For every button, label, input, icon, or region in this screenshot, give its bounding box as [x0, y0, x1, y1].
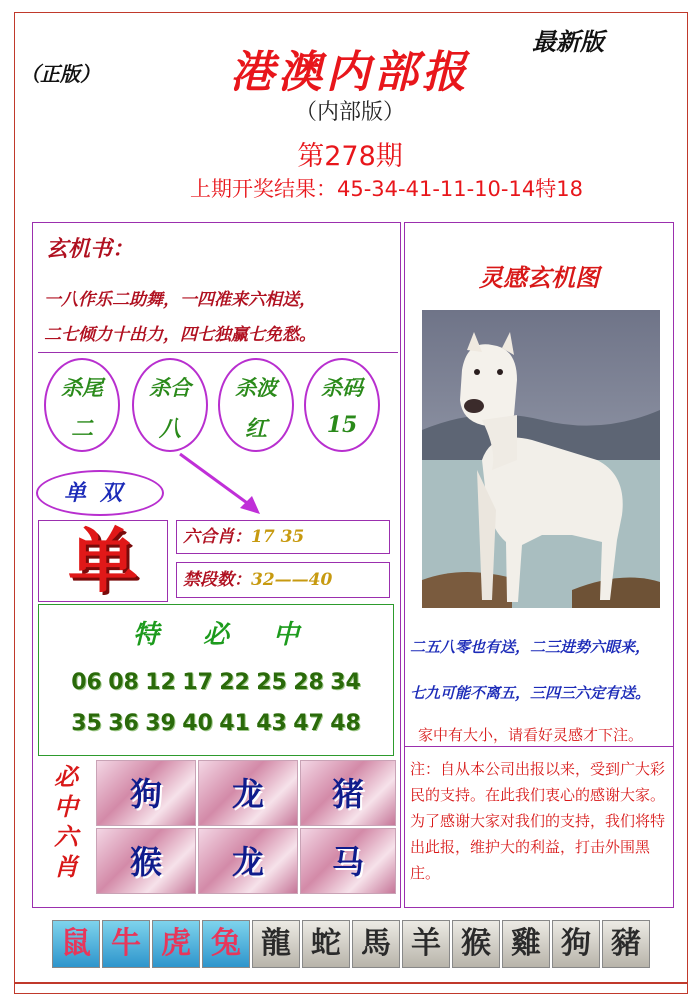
xuanji-line-2: 二七倾力十出力，四七独赢七免愁。 [44, 325, 316, 345]
last-result: 上期开奖结果：45-34-41-11-10-14特18 [190, 177, 583, 201]
te-number: 12 [145, 670, 176, 695]
oval-label: 杀合 [149, 375, 191, 400]
dog-image-icon [422, 310, 660, 608]
notice-text: 注：自从本公司出报以来，受到广大彩民的支持。在此我们衷心的感谢大家。为了感谢大家对我们的支持，我们将特出此报，维护大的利益，打击外围黑庄。 [410, 760, 666, 882]
te-number: 39 [145, 711, 176, 736]
liuhe-value: 17 35 [251, 527, 305, 547]
oval-value: 15 [326, 412, 358, 438]
oval-sha-he [132, 358, 208, 452]
zodiac-tile [300, 828, 396, 894]
page-title: 港澳内部报 [230, 47, 470, 98]
duanshu-box [176, 562, 390, 598]
big-char: 单 [68, 519, 138, 602]
linggan-title: 灵感玄机图 [479, 263, 599, 292]
zodiac-tile [300, 760, 396, 826]
te-number: 34 [330, 670, 361, 695]
te-number: 06 [71, 670, 102, 695]
zodiac-cell: 兔 [202, 920, 250, 968]
oval-label: 杀码 [321, 375, 363, 400]
zodiac-cell: 馬 [352, 920, 400, 968]
zodiac-cell: 鼠 [52, 920, 100, 968]
right-line-1: 二五八零也有送，二三进势六眼来， [410, 638, 651, 656]
zodiac-tile [96, 828, 196, 894]
oval-sha-bo [218, 358, 294, 452]
te-number: 35 [71, 711, 102, 736]
issue-number: 第278期 [297, 141, 403, 172]
liuhe-label: 六合肖： [183, 527, 251, 547]
tile-text: 马 [331, 843, 364, 881]
duanshu-value: 32——40 [251, 570, 333, 590]
xuanji-title: 玄机书： [46, 236, 135, 262]
te-row-2 [38, 711, 394, 736]
danshuang-oval: 单双 [36, 470, 164, 516]
zodiac-cell: 猴 [452, 920, 500, 968]
zodiac-cell: 蛇 [302, 920, 350, 968]
oval-sha-ma [304, 358, 380, 452]
te-title: 特必中 [132, 620, 343, 650]
te-number: 47 [293, 711, 324, 736]
oval-label: 杀波 [235, 375, 277, 400]
te-number: 22 [219, 670, 250, 695]
te-number: 36 [108, 711, 139, 736]
oval-value: 红 [244, 416, 267, 442]
te-number: 48 [330, 711, 361, 736]
oval-value: 八 [158, 416, 181, 442]
bottom-line [14, 982, 688, 984]
zodiac-cell: 豬 [602, 920, 650, 968]
page-subtitle: （内部版） [294, 100, 405, 125]
right-line-2: 七九可能不离五，三四三六定有送。 [410, 684, 651, 702]
dog-photo [422, 310, 660, 608]
te-number: 40 [182, 711, 213, 736]
divider [404, 746, 674, 747]
duanshu-label: 禁段数： [183, 570, 251, 590]
xuanji-line-1: 一八作乐二助舞，一四准来六相送， [44, 290, 316, 310]
oval-sha-wei [44, 358, 120, 452]
zodiac-bar [52, 920, 652, 968]
latest-label: 最新版 [532, 28, 604, 56]
tile-text: 狗 [129, 775, 162, 813]
oval-value: 二 [70, 416, 93, 442]
te-number: 43 [256, 711, 287, 736]
tile-text: 猴 [129, 843, 162, 881]
zodiac-cell: 狗 [552, 920, 600, 968]
te-number: 28 [293, 670, 324, 695]
arrow-icon [176, 450, 266, 520]
zodiac-cell: 雞 [502, 920, 550, 968]
te-number: 41 [219, 711, 250, 736]
zodiac-cell: 羊 [402, 920, 450, 968]
tile-text: 龙 [231, 775, 264, 813]
zodiac-cell: 龍 [252, 920, 300, 968]
big-char-box [38, 520, 168, 602]
oval-label: 杀尾 [61, 375, 103, 400]
right-note: 家中有大小，请看好灵感才下注。 [418, 726, 644, 744]
divider [38, 352, 398, 353]
zodiac-cell: 牛 [102, 920, 150, 968]
te-number: 08 [108, 670, 139, 695]
te-row-1 [38, 670, 394, 695]
tile-text: 龙 [231, 843, 264, 881]
zodiac-tile [198, 828, 298, 894]
zodiac-cell: 虎 [152, 920, 200, 968]
zodiac-tile [198, 760, 298, 826]
liuhe-box [176, 520, 390, 554]
zodiac-tile [96, 760, 196, 826]
edition-label: （正版） [20, 62, 100, 86]
tile-text: 猪 [331, 775, 364, 813]
te-number: 25 [256, 670, 287, 695]
te-number: 17 [182, 670, 213, 695]
bizhong-label: 必中六肖 [54, 762, 78, 881]
